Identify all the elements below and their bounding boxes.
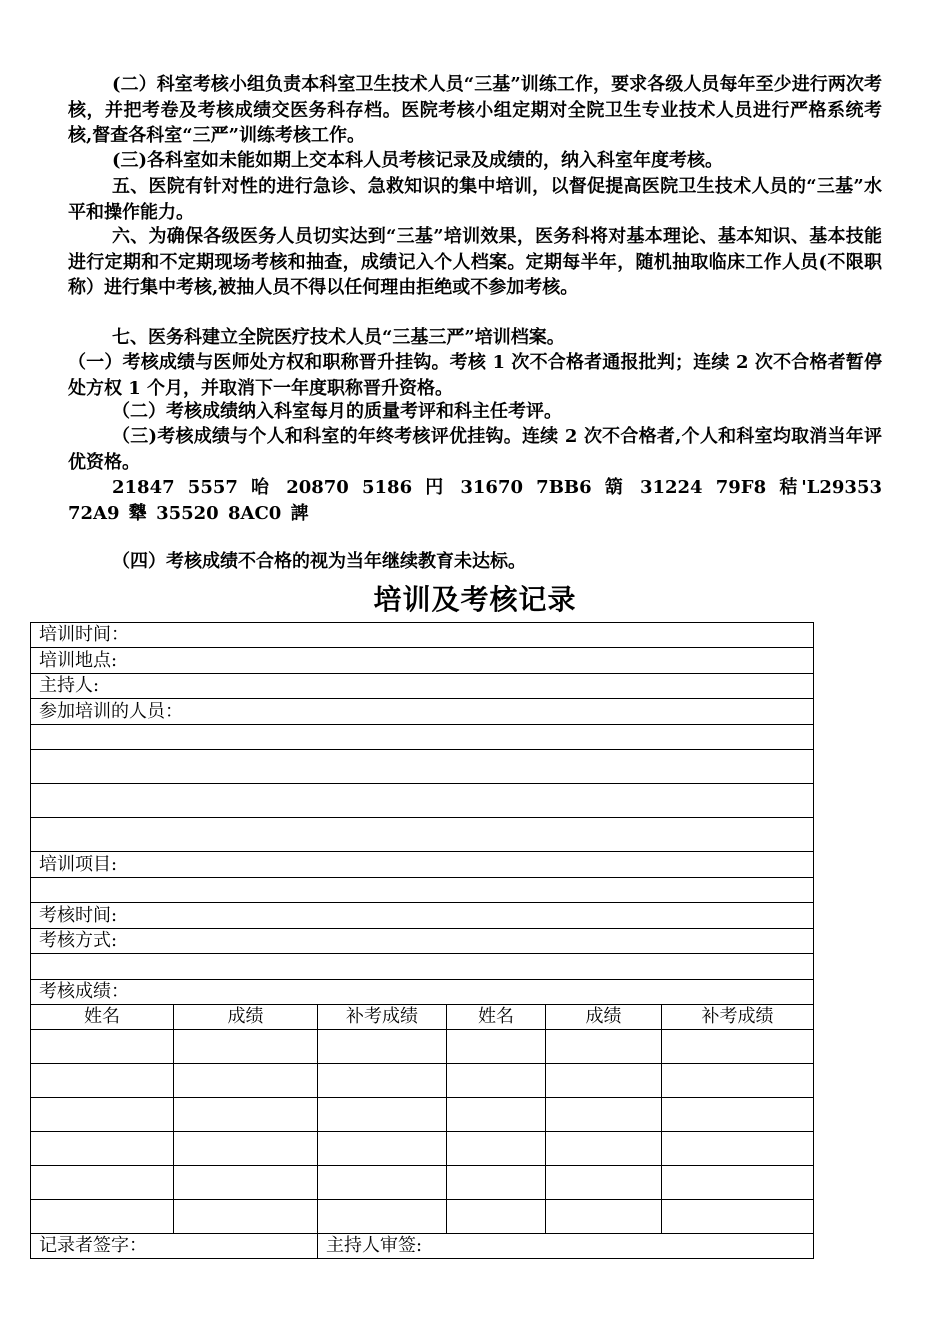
cell[interactable] [546, 1064, 662, 1098]
host-signature-label: 主持人审签: [318, 1234, 814, 1259]
exam-method-blank-row[interactable] [31, 954, 814, 980]
cell[interactable] [31, 1064, 174, 1098]
cell[interactable] [447, 1166, 546, 1200]
cell[interactable] [174, 1132, 318, 1166]
train-time-label: 培训时间： [31, 623, 814, 648]
recorder-signature-label: 记录者签字： [31, 1234, 318, 1259]
header-score: 成绩 [546, 1005, 662, 1030]
participants-blank-row[interactable] [31, 784, 814, 818]
project-blank-row[interactable] [31, 878, 814, 903]
cell[interactable] [546, 1166, 662, 1200]
cell[interactable] [546, 1200, 662, 1234]
paragraph-5: 五、医院有针对性的进行急诊、急救知识的集中培训，以督促提高医院卫生技术人员的“三基”水平和操作能力。 [68, 176, 882, 223]
cell[interactable] [546, 1030, 662, 1064]
table-row [31, 1166, 814, 1200]
cell[interactable] [174, 1030, 318, 1064]
cell[interactable] [174, 1200, 318, 1234]
cell[interactable] [662, 1064, 814, 1098]
cell[interactable] [662, 1132, 814, 1166]
paragraph-7-1: （一）考核成绩与医师处方权和职称晋升挂钩。考核 1 次不合格者通报批判；连续 2 次不合格者暂停处方权 1 个月，并取消下一年度职称晋升资格。 [68, 352, 882, 399]
paragraph-2-2: (二）科室考核小组负责本科室卫生技术人员“三基”训练工作，要求各级人员每年至少进行两次考核，并把考卷及考核成绩交医务科存档。医院考核小组定期对全院卫生专业技术人员进行严格系统考核,督查各科室“三严”训练考核工作。 [68, 74, 882, 147]
table-row [31, 1064, 814, 1098]
cell[interactable] [662, 1098, 814, 1132]
training-record-table [30, 622, 814, 1259]
cell[interactable] [174, 1064, 318, 1098]
exam-method-label: 考核方式: [31, 929, 814, 954]
header-name: 姓名 [447, 1005, 546, 1030]
scores-label: 考核成绩： [31, 980, 814, 1005]
cell[interactable] [318, 1200, 447, 1234]
cell[interactable] [318, 1098, 447, 1132]
cell[interactable] [546, 1132, 662, 1166]
participants-blank-row[interactable] [31, 750, 814, 784]
train-place-label: 培训地点: [31, 648, 814, 674]
header-score: 成绩 [174, 1005, 318, 1030]
cell[interactable] [447, 1098, 546, 1132]
cell[interactable] [662, 1166, 814, 1200]
cell[interactable] [31, 1132, 174, 1166]
participants-blank-row[interactable] [31, 818, 814, 852]
cell[interactable] [662, 1030, 814, 1064]
header-makeup-score: 补考成绩 [318, 1005, 447, 1030]
cell[interactable] [31, 1166, 174, 1200]
header-name: 姓名 [31, 1005, 174, 1030]
cell[interactable] [447, 1030, 546, 1064]
host-label: 主持人: [31, 674, 814, 699]
project-label: 培训项目: [31, 852, 814, 878]
participants-label: 参加培训的人员： [31, 699, 814, 725]
table-row [31, 1200, 814, 1234]
cell[interactable] [31, 1200, 174, 1234]
table-row [31, 1132, 814, 1166]
cell[interactable] [318, 1064, 447, 1098]
cell[interactable] [447, 1200, 546, 1234]
paragraph-7-3: （三)考核成绩与个人和科室的年终考核评优挂钩。连续 2 次不合格者,个人和科室均取消当年评优资格。 [68, 426, 882, 473]
cell[interactable] [662, 1200, 814, 1234]
paragraph-7: 七、医务科建立全院医疗技术人员“三基三严”培训档案。 [112, 327, 565, 348]
cell[interactable] [318, 1030, 447, 1064]
cell[interactable] [31, 1098, 174, 1132]
page-title: 培训及考核记录 [373, 583, 577, 616]
cell[interactable] [447, 1064, 546, 1098]
cell[interactable] [447, 1132, 546, 1166]
header-makeup-score: 补考成绩 [662, 1005, 814, 1030]
cell[interactable] [318, 1132, 447, 1166]
participants-blank-row[interactable] [31, 725, 814, 750]
table-row [31, 1098, 814, 1132]
exam-time-label: 考核时间: [31, 903, 814, 929]
cell[interactable] [174, 1166, 318, 1200]
garbled-code-line: 21847 5557 咍 20870 5186 円 31670 7BB6 箶 31224 79F8 秸'L29353 72A9 犩 35520 8AC0 諀 [68, 477, 882, 524]
table-row [31, 1030, 814, 1064]
cell[interactable] [318, 1166, 447, 1200]
cell[interactable] [174, 1098, 318, 1132]
cell[interactable] [546, 1098, 662, 1132]
paragraph-6: 六、为确保各级医务人员切实达到“三基”培训效果，医务科将对基本理论、基本知识、基本技能进行定期和不定期现场考核和抽查，成绩记入个人档案。定期每半年，随机抽取临床工作人员(不限职称）进行集中考核,被抽人员不得以任何理由拒绝或不参加考核。 [68, 226, 882, 299]
paragraph-7-4: （四）考核成绩不合格的视为当年继续教育未达标。 [112, 551, 526, 572]
paragraph-2-3: (三)各科室如未能如期上交本科人员考核记录及成绩的，纳入科室年度考核。 [112, 150, 724, 171]
cell[interactable] [31, 1030, 174, 1064]
paragraph-7-2: （二）考核成绩纳入科室每月的质量考评和科主任考评。 [112, 401, 562, 422]
